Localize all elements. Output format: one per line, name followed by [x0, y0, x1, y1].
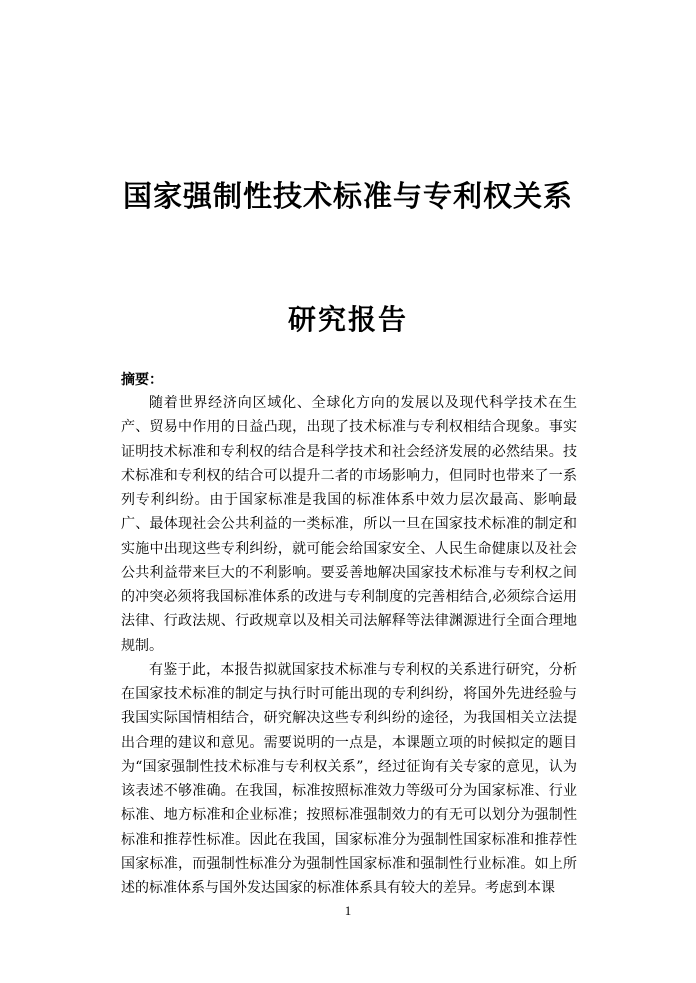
- abstract-body: [121, 391, 577, 900]
- abstract-label: 摘要：: [121, 372, 163, 388]
- document-subtitle: 研究报告: [287, 303, 408, 336]
- document-title: 国家强制性技术标准与专利权关系: [122, 179, 573, 213]
- paragraph-1: 随着世界经济向区域化、全球化方向的发展以及现代科学技术在生产、贸易中作用的日益凸现，出现了技术标准与专利权相结合现象。事实证明技术标准和专利权的结合是科学技术和社会经济发展的必然结果。技术标准和专利权的结合可以提升二者的市场影响力，但同时也带来了一系列专利纠纷。由于国家标准是我国的标准体系中效力层次最高、影响最广、最体现社会公共利益的一类标准，所以一旦在国家技术标准的制定和实施中出现这些专利纠纷，就可能会给国家安全、人民生命健康以及社会公共利益带来巨大的不利影响。要妥善地解决国家技术标准与专利权之间的冲突必须将我国标准体系的改进与专利制度的完善相结合,必须综合运用法律、行政法规、行政规章以及相关司法解释等法律渊源进行全面合理地规制。: [121, 395, 577, 654]
- page-number: 1: [344, 903, 352, 918]
- paragraph-2: 有鉴于此，本报告拟就国家技术标准与专利权的关系进行研究，分析在国家技术标准的制定与执行时可能出现的专利纠纷，将国外先进经验与我国实际国情相结合，研究解决这些专利纠纷的途径，为我国相关立法提出合理的建议和意见。需要说明的一点是，本课题立项的时候拟定的题目为“国家强制性技术标准与专利权关系”，经过征询有关专家的意见，认为该表述不够准确。在我国，标准按照标准效力等级可分为国家标准、行业标准、地方标准和企业标准；按照标准强制效力的有无可以划分为强制性标准和推荐性标准。因此在我国，国家标准分为强制性国家标准和推荐性国家标准，而强制性标准分为强制性国家标准和强制性行业标准。如上所述的标准体系与国外发达国家的标准体系具有较大的差异。考虑到本课: [121, 661, 577, 896]
